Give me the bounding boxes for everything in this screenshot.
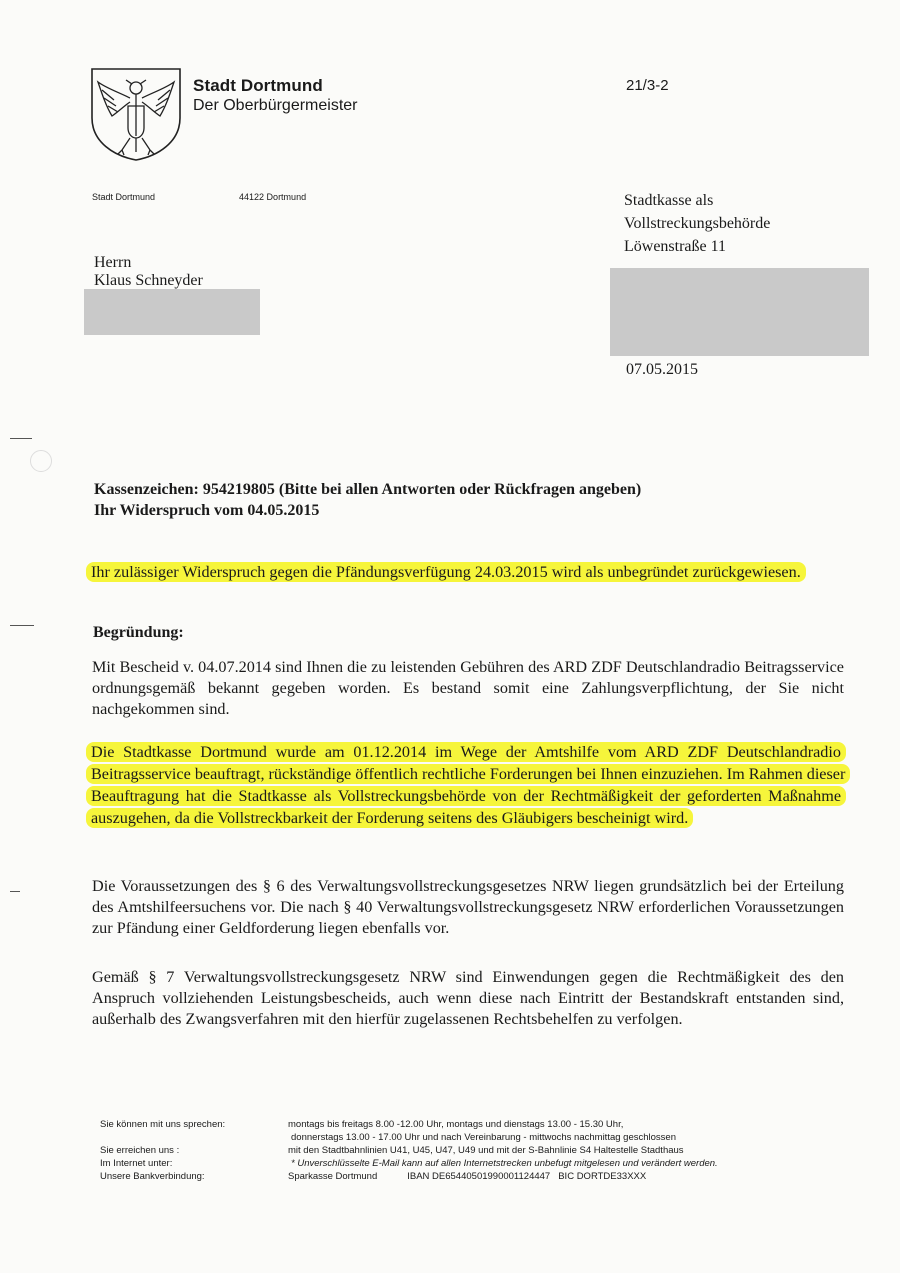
recipient-salutation: Herrn bbox=[94, 254, 132, 271]
footer-labels bbox=[100, 1118, 225, 1183]
footer-bank: Sparkasse Dortmund bbox=[288, 1171, 378, 1182]
paragraph-4: Gemäß § 7 Verwaltungsvollstreckungsgesetz NRW sind Einwendungen gegen die Rechtmäßigkeit des den Anspruch vollziehenden Leistungsbescheids, auch wenn diese nach Eintritt der Bestandskraft entstanden sind, außerhalb des Zwangsverfahren mit den hierfür zugelassenen Rechtsbehelfen zu verfolgen. bbox=[92, 968, 844, 1028]
office-line-2: Vollstreckungsbehörde bbox=[624, 215, 771, 232]
footer-iban: IBAN DE65440501990001124447 bbox=[407, 1171, 551, 1182]
office-line-1: Stadtkasse als bbox=[624, 192, 714, 209]
redaction-box-office bbox=[610, 268, 869, 356]
org-name: Stadt Dortmund bbox=[193, 76, 323, 95]
letter-date: 07.05.2015 bbox=[626, 361, 698, 378]
footer-transit: mit den Stadtbahnlinien U41, U45, U47, U49 und mit der S-Bahnlinie S4 Haltestelle Stadthaus bbox=[288, 1145, 684, 1156]
paragraph-2-highlight: Die Stadtkasse Dortmund wurde am 01.12.2014 im Wege der Amtshilfe vom ARD ZDF Deutschlandradio Beitragsservice beauftragt, rückständige öffentlich rechtliche Forderungen bei Ihnen einzuziehen. Im Rahmen dieser Beauftragung hat die Stadtkasse als Vollstreckungsbehörde von der Rechtmäßigkeit der geforderten Maßnahme auszugehen, da die Vollstreckbarkeit der Forderung seitens des Gläubigers bescheinigt wird. bbox=[86, 742, 850, 828]
footer-bic: BIC DORTDE33XXX bbox=[558, 1171, 647, 1182]
fold-mark-top bbox=[10, 438, 32, 439]
footer-values bbox=[288, 1118, 718, 1183]
dortmund-crest-icon bbox=[88, 66, 184, 162]
paragraph-2 bbox=[86, 741, 846, 829]
redaction-box-recipient bbox=[84, 289, 260, 335]
footer-label-reach: Sie erreichen uns : bbox=[100, 1145, 180, 1156]
office-address bbox=[624, 189, 770, 258]
sender-city: Stadt Dortmund bbox=[92, 192, 156, 202]
decision-highlight: Ihr zulässiger Widerspruch gegen die Pfändungsverfügung 24.03.2015 wird als unbegründet zurückgewiesen. bbox=[86, 562, 806, 582]
footer-hours-2: donnerstags 13.00 - 17.00 Uhr und nach Vereinbarung - mittwochs nachmittag geschlossen bbox=[291, 1132, 676, 1143]
paragraph-3: Die Voraussetzungen des § 6 des Verwaltungsvollstreckungsgesetzes NRW liegen grundsätzlich bei der Erteilung des Amtshilfeersuchens vor. Die nach § 40 Verwaltungsvollstreckungsgesetz NRW erforderlichen Voraussetzungen zur Pfändung einer Geldforderung liegen ebenfalls vor. bbox=[92, 877, 844, 937]
paragraph-1: Mit Bescheid v. 04.07.2014 sind Ihnen die zu leistenden Gebühren des ARD ZDF Deutschlandradio Beitragsservice ordnungsgemäß bekannt gegeben worden. Es bestand somit eine Zahlungsverpflichtung, der Sie nicht nachgekommen sind. bbox=[92, 658, 844, 718]
subject bbox=[94, 479, 641, 521]
fold-mark-bottom bbox=[10, 891, 20, 892]
reference-number: 21/3-2 bbox=[626, 77, 669, 94]
footer-email-note: * Unverschlüsselte E-Mail kann auf allen Internetstrecken unbefugt mitgelesen und verändert werden. bbox=[291, 1158, 718, 1169]
punch-hole bbox=[30, 450, 52, 472]
subject-line-1: Kassenzeichen: 954219805 (Bitte bei allen Antworten oder Rückfragen angeben) bbox=[94, 481, 642, 498]
footer-label-internet: Im Internet unter: bbox=[100, 1158, 173, 1169]
decision-text bbox=[86, 561, 866, 584]
fold-mark-middle bbox=[10, 625, 34, 626]
sender-line bbox=[92, 192, 306, 202]
footer-bank-row bbox=[288, 1170, 718, 1183]
footer-label-bank: Unsere Bankverbindung: bbox=[100, 1171, 205, 1182]
footer-hours-1: montags bis freitags 8.00 -12.00 Uhr, montags und dienstags 13.00 - 15.30 Uhr, bbox=[288, 1119, 624, 1130]
office-line-3: Löwenstraße 11 bbox=[624, 238, 727, 255]
org-subtitle: Der Oberbürgermeister bbox=[193, 97, 358, 114]
subject-line-2: Ihr Widerspruch vom 04.05.2015 bbox=[94, 502, 320, 519]
reason-heading: Begründung: bbox=[93, 624, 184, 641]
footer-label-speak: Sie können mit uns sprechen: bbox=[100, 1119, 226, 1130]
recipient-address bbox=[94, 254, 203, 290]
sender-zip: 44122 Dortmund bbox=[239, 192, 307, 202]
recipient-name: Klaus Schneyder bbox=[94, 272, 203, 289]
